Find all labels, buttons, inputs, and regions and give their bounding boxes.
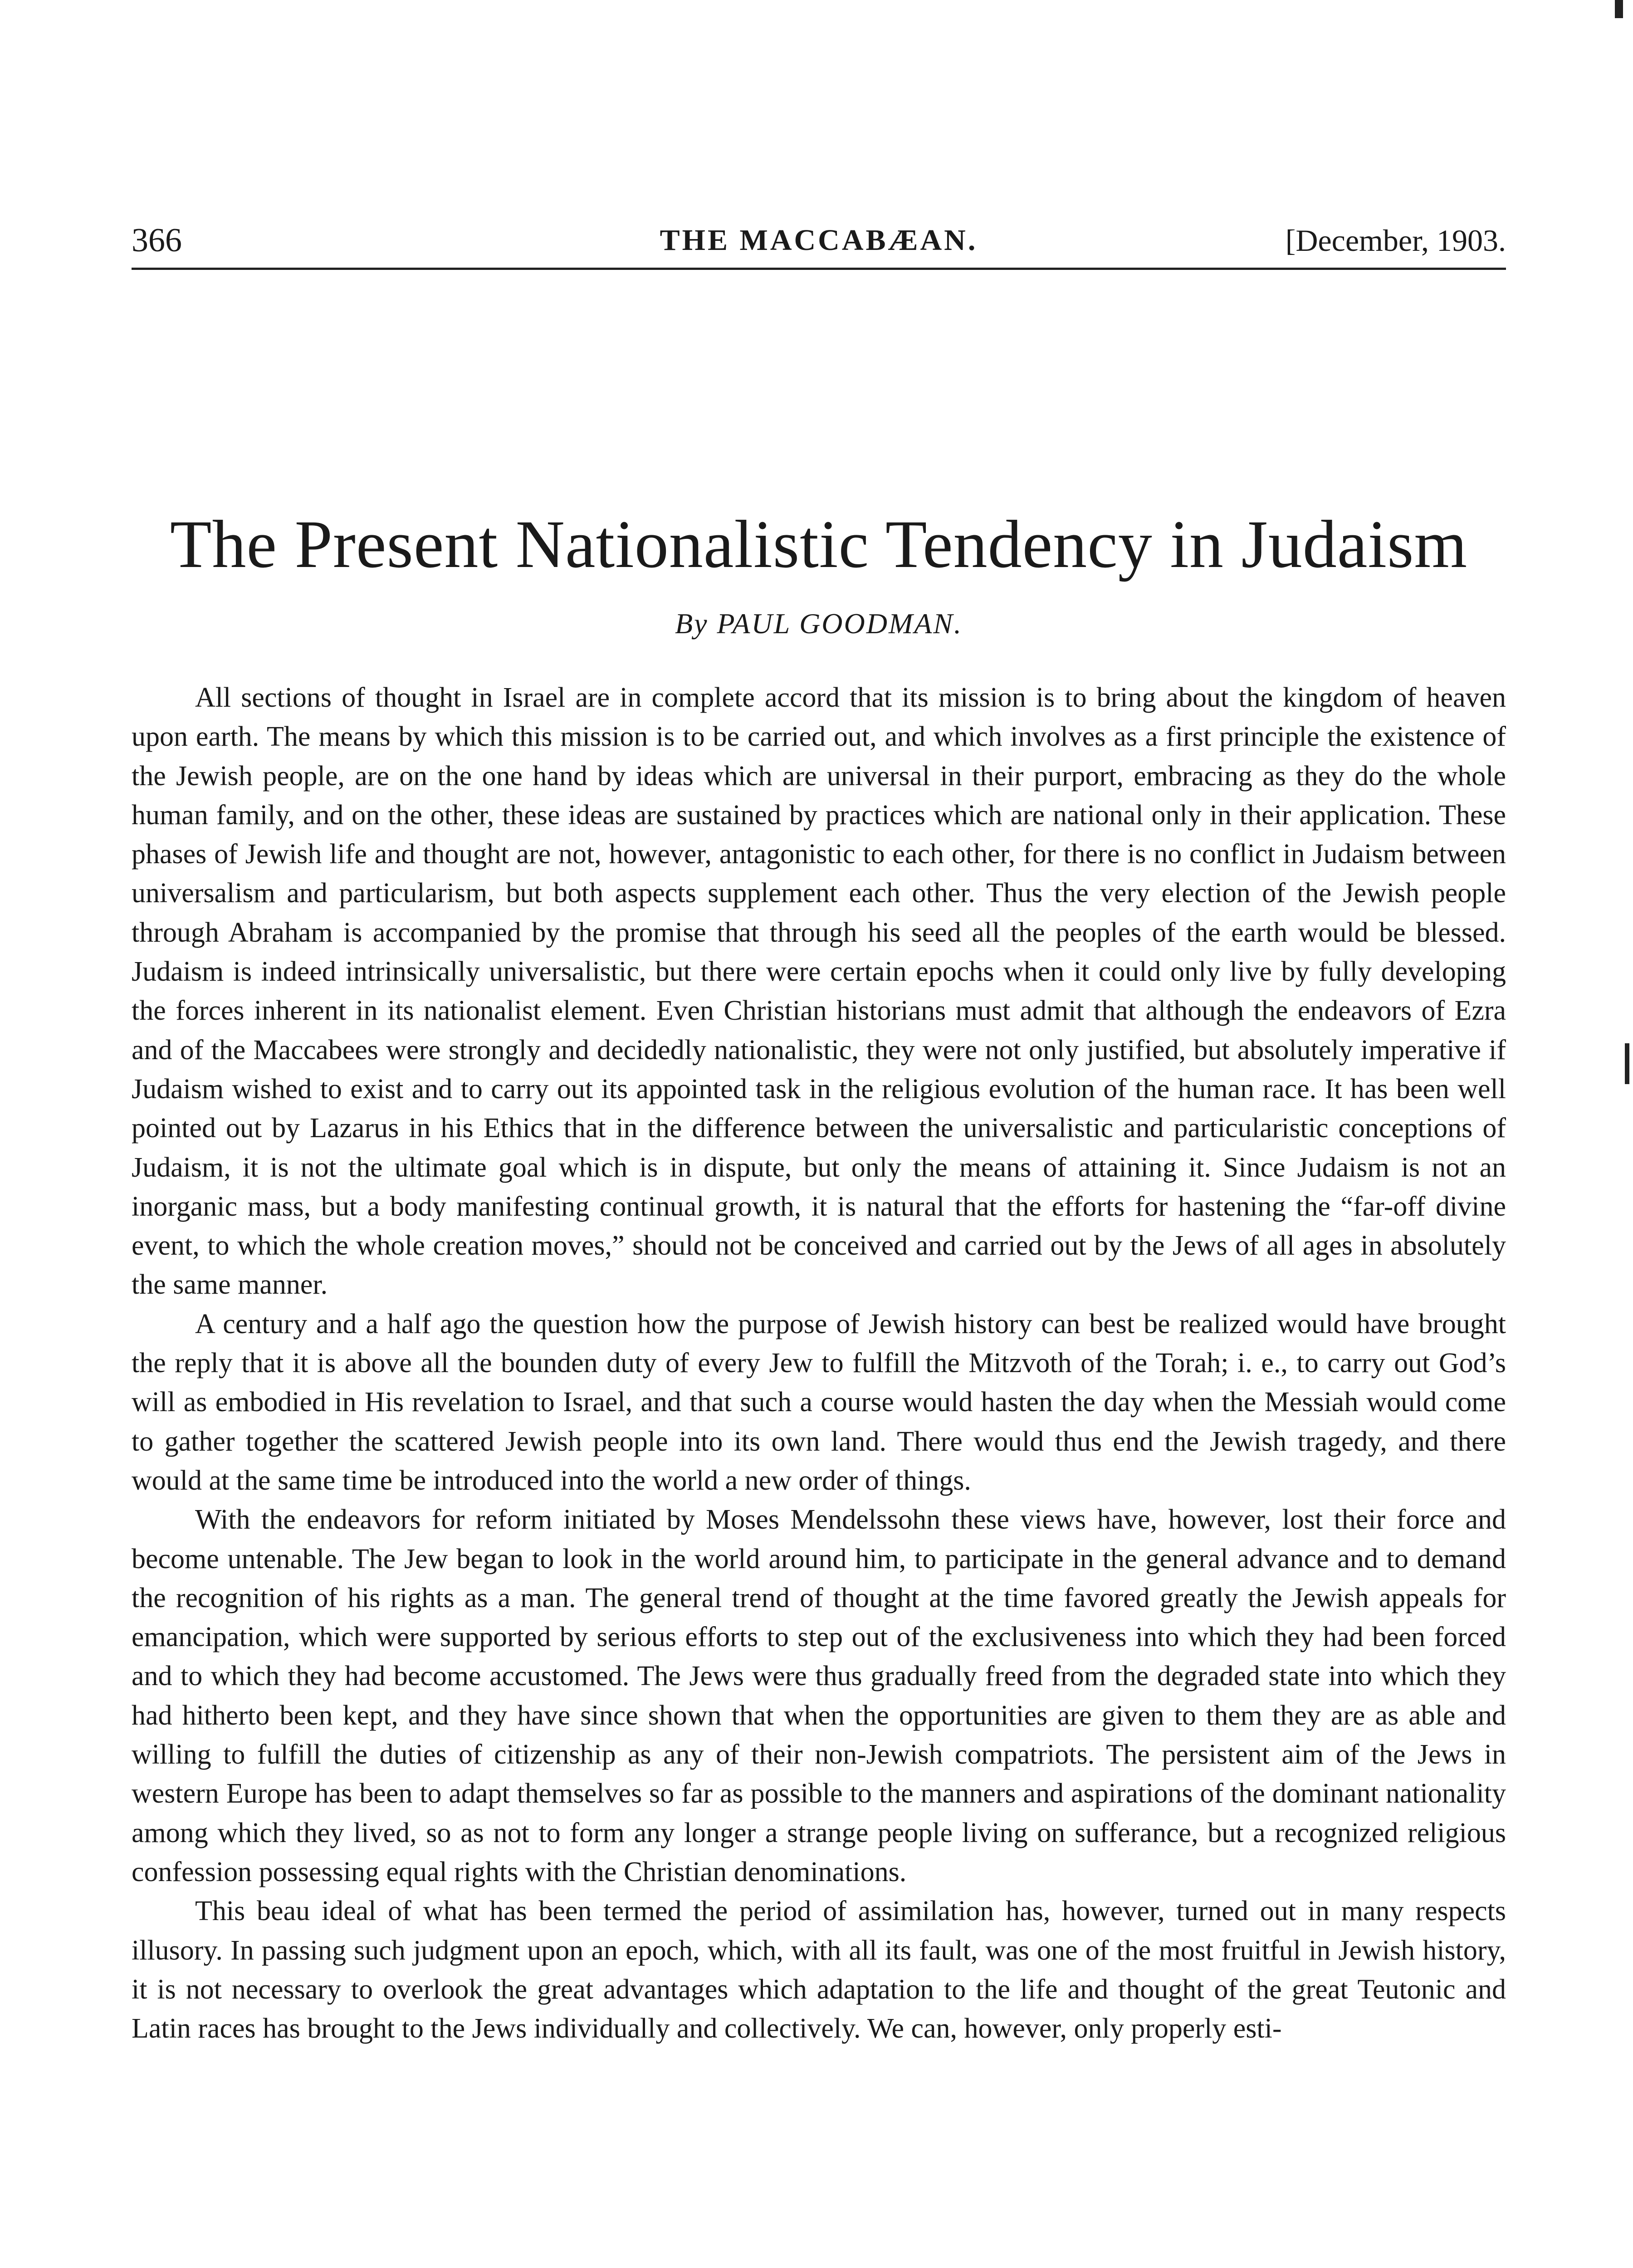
page-number: 366 xyxy=(132,222,182,259)
paragraph-2: A century and a half ago the question how the purpose of Jewish history can best be realized would have brought the reply that it is above all the bounden duty of every Jew to fulfill the Mitzvoth of the Torah; i. e., to carry out God’s will as embodied in His revelation to Israel, and that such a course would hasten the day when the Messiah would come to gather together the scattered Jewish people into its own land. There would thus end the Jewish tragedy, and there would at the same time be introduced into the world a new order of things. xyxy=(132,1308,1506,1496)
scan-edge-mark-middle xyxy=(1625,1043,1629,1084)
scan-edge-mark-top xyxy=(1615,0,1623,18)
running-head xyxy=(132,213,1506,270)
paragraph-4: This beau ideal of what has been termed the period of assimilation has, however, turned out in many respects illusory. In passing such judgment upon an epoch, which, with all its fault, was one of the most fruitful in Jewish history, it is not necessary to overlook the great advantages which adaptation to the life and thought of the great Teutonic and Latin races has brought to the Jews individually and collectively. We can, however, only properly esti- xyxy=(132,1896,1506,2044)
byline: By PAUL GOODMAN. xyxy=(675,607,963,640)
issue-date: [December, 1903. xyxy=(1285,223,1506,258)
journal-title: THE MACCABÆAN. xyxy=(660,224,978,257)
paragraph-1: All sections of thought in Israel are in complete accord that its mission is to bring about the kingdom of heaven upon earth. The means by which this mission is to be carried out, and which involves as a first principle the existence of the Jewish people, are on the one hand by ideas which are universal in their purport, embracing as they do the whole human family, and on the other, these ideas are sustained by practices which are national only in their application. These phases of Jewish life and thought are not, however, antagonistic to each other, for there is no conflict in Judaism between universalism and particularism, but both aspects supplement each other. Thus the very election of the Jewish people through Abraham is accompanied by the promise that through his seed all the peoples of the earth would be blessed. Judaism is indeed intrinsically universalistic, but there were certain epochs when it could only live by fully developing the forces inherent in its nationalist element. Even Christian historians must admit that although the endeavors of Ezra and of the Maccabees were strongly and decidedly nationalistic, they were not only justified, but absolutely imperative if Judaism wished to exist and to carry out its appointed task in the religious evolution of the human race. It has been well pointed out by Lazarus in his Ethics that in the difference between the universalistic and particularistic conceptions of Judaism, it is not the ultimate goal which is in dispute, but only the means of attaining it. Since Judaism is not an inorganic mass, but a body manifesting continual growth, it is natural that the efforts for hastening the “far-off divine event, to which the whole creation moves,” should not be conceived and carried out by the Jews of all ages in absolutely the same manner. xyxy=(132,682,1506,1300)
article-title: The Present Nationalistic Tendency in Judaism xyxy=(170,507,1468,582)
article-body xyxy=(132,678,1506,2268)
paragraph-3: With the endeavors for reform initiated by Moses Mendelssohn these views have, however, lost their force and become untenable. The Jew began to look in the world around him, to participate in the general advance and to demand the recognition of his rights as a man. The general trend of thought at the time favored greatly the Jewish appeals for emancipation, which were supported by serious efforts to step out of the exclusiveness into which they had been forced and to which they had become accustomed. The Jews were thus gradually freed from the degraded state into which they had hitherto been kept, and they have since shown that when the opportunities are given to them they are as able and willing to fulfill the duties of citizenship as any of their non-Jewish compatriots. The persistent aim of the Jews in western Europe has been to adapt themselves so far as possible to the manners and aspirations of the dominant nationality among which they lived, so as not to form any longer a strange people living on sufferance, but a recognized religious confession possessing equal rights with the Christian denominations. xyxy=(132,1504,1506,1887)
